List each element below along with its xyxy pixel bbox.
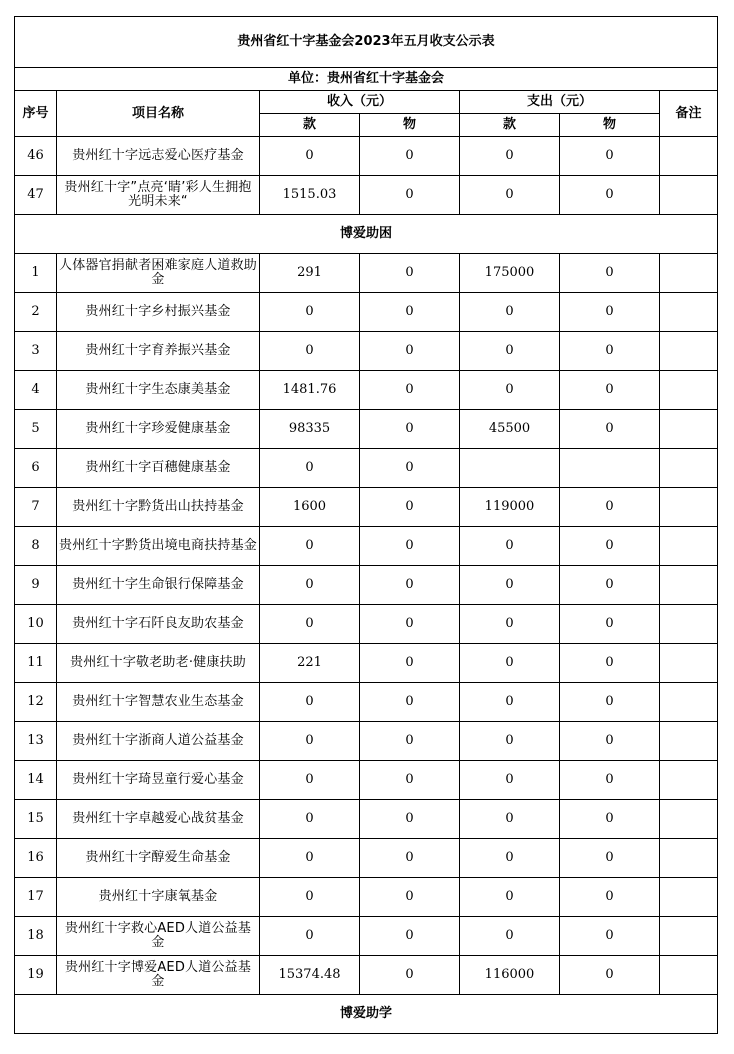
row-note	[660, 254, 718, 293]
row-expense-money: 116000	[460, 956, 560, 995]
header-income-money: 款	[260, 114, 360, 137]
row-expense-goods: 0	[560, 761, 660, 800]
row-project-name: 贵州红十字琦昱童行爱心基金	[57, 761, 260, 800]
row-income-goods: 0	[360, 761, 460, 800]
row-expense-goods: 0	[560, 527, 660, 566]
row-income-goods: 0	[360, 917, 460, 956]
table-row	[15, 800, 718, 839]
report-sheet	[14, 16, 718, 1034]
table-row	[15, 449, 718, 488]
row-project-name: 贵州红十字黔货出境电商扶持基金	[57, 527, 260, 566]
row-project-name: 贵州红十字敬老助老·健康扶助	[57, 644, 260, 683]
header-income-goods: 物	[360, 114, 460, 137]
row-expense-goods: 0	[560, 566, 660, 605]
row-note	[660, 605, 718, 644]
header-project-name: 项目名称	[57, 91, 260, 137]
row-project-name: 贵州红十字珍爱健康基金	[57, 410, 260, 449]
row-seq: 16	[15, 839, 57, 878]
row-expense-money: 45500	[460, 410, 560, 449]
row-note	[660, 956, 718, 995]
row-expense-goods: 0	[560, 254, 660, 293]
header-expense: 支出（元）	[460, 91, 660, 114]
table-row	[15, 761, 718, 800]
row-income-goods: 0	[360, 332, 460, 371]
row-income-goods: 0	[360, 956, 460, 995]
row-project-name: 贵州红十字黔货出山扶持基金	[57, 488, 260, 527]
row-income-goods: 0	[360, 371, 460, 410]
row-note	[660, 839, 718, 878]
table-row	[15, 527, 718, 566]
row-expense-goods: 0	[560, 293, 660, 332]
row-note	[660, 449, 718, 488]
row-income-goods: 0	[360, 527, 460, 566]
row-income-money: 291	[260, 254, 360, 293]
row-expense-money: 0	[460, 137, 560, 176]
row-seq: 9	[15, 566, 57, 605]
row-expense-goods: 0	[560, 371, 660, 410]
row-seq: 3	[15, 332, 57, 371]
unit-label: 单位：贵州省红十字基金会	[15, 68, 718, 91]
row-income-goods: 0	[360, 410, 460, 449]
row-note	[660, 800, 718, 839]
row-expense-money: 0	[460, 917, 560, 956]
table-row	[15, 410, 718, 449]
row-income-money: 0	[260, 332, 360, 371]
row-project-name: 贵州红十字康氧基金	[57, 878, 260, 917]
row-note	[660, 566, 718, 605]
row-note	[660, 293, 718, 332]
table-row	[15, 722, 718, 761]
row-expense-money: 0	[460, 566, 560, 605]
row-note	[660, 527, 718, 566]
row-project-name: 贵州红十字远志爱心医疗基金	[57, 137, 260, 176]
row-expense-money: 0	[460, 332, 560, 371]
row-expense-goods: 0	[560, 800, 660, 839]
row-income-money: 1600	[260, 488, 360, 527]
row-income-money: 0	[260, 878, 360, 917]
row-income-money: 0	[260, 839, 360, 878]
row-income-money: 1481.76	[260, 371, 360, 410]
row-expense-goods: 0	[560, 878, 660, 917]
section-heading-poverty-relief: 博爱助困	[15, 215, 718, 254]
table-row	[15, 644, 718, 683]
row-income-goods: 0	[360, 137, 460, 176]
row-income-money: 0	[260, 605, 360, 644]
row-expense-goods: 0	[560, 176, 660, 215]
row-income-money: 0	[260, 761, 360, 800]
row-seq: 17	[15, 878, 57, 917]
page-title: 贵州省红十字基金会2023年五月收支公示表	[15, 17, 718, 68]
row-project-name: 贵州红十字卓越爱心战贫基金	[57, 800, 260, 839]
row-seq: 6	[15, 449, 57, 488]
row-expense-goods: 0	[560, 917, 660, 956]
row-expense-money: 0	[460, 527, 560, 566]
row-income-money: 0	[260, 683, 360, 722]
row-income-goods: 0	[360, 566, 460, 605]
row-income-money: 221	[260, 644, 360, 683]
table-row	[15, 254, 718, 293]
row-income-goods: 0	[360, 800, 460, 839]
table-row	[15, 839, 718, 878]
row-note	[660, 410, 718, 449]
row-income-goods: 0	[360, 293, 460, 332]
row-project-name: 贵州红十字醇爱生命基金	[57, 839, 260, 878]
row-expense-money: 0	[460, 644, 560, 683]
row-expense-goods: 0	[560, 488, 660, 527]
row-income-goods: 0	[360, 644, 460, 683]
row-income-goods: 0	[360, 605, 460, 644]
row-expense-money: 0	[460, 293, 560, 332]
header-expense-goods: 物	[560, 114, 660, 137]
row-income-money: 15374.48	[260, 956, 360, 995]
header-income: 收入（元）	[260, 91, 460, 114]
row-project-name: 贵州红十字智慧农业生态基金	[57, 683, 260, 722]
row-project-name: 贵州红十字石阡良友助农基金	[57, 605, 260, 644]
row-income-goods: 0	[360, 683, 460, 722]
section-heading-education-aid: 博爱助学	[15, 995, 718, 1034]
row-income-money: 0	[260, 449, 360, 488]
row-income-money: 0	[260, 917, 360, 956]
row-expense-goods: 0	[560, 137, 660, 176]
table-row	[15, 566, 718, 605]
row-note	[660, 683, 718, 722]
row-income-goods: 0	[360, 176, 460, 215]
row-seq: 10	[15, 605, 57, 644]
header-seq: 序号	[15, 91, 57, 137]
table-row	[15, 137, 718, 176]
row-note	[660, 761, 718, 800]
row-expense-money: 119000	[460, 488, 560, 527]
row-expense-money: 0	[460, 371, 560, 410]
row-project-name: 贵州红十字生态康美基金	[57, 371, 260, 410]
row-expense-money: 0	[460, 878, 560, 917]
row-expense-goods: 0	[560, 683, 660, 722]
row-project-name: 贵州红十字浙商人道公益基金	[57, 722, 260, 761]
row-expense-money: 0	[460, 722, 560, 761]
row-project-name: 贵州红十字救心AED人道公益基金	[57, 917, 260, 956]
row-note	[660, 371, 718, 410]
finance-table	[14, 16, 718, 1034]
table-row	[15, 332, 718, 371]
row-expense-goods: 0	[560, 839, 660, 878]
row-note	[660, 176, 718, 215]
header-expense-money: 款	[460, 114, 560, 137]
table-row	[15, 293, 718, 332]
row-income-goods: 0	[360, 878, 460, 917]
row-seq: 47	[15, 176, 57, 215]
row-income-money: 0	[260, 800, 360, 839]
table-row	[15, 683, 718, 722]
row-expense-goods: 0	[560, 956, 660, 995]
row-seq: 13	[15, 722, 57, 761]
row-income-goods: 0	[360, 449, 460, 488]
row-income-money: 1515.03	[260, 176, 360, 215]
row-seq: 46	[15, 137, 57, 176]
row-income-money: 0	[260, 137, 360, 176]
table-row	[15, 371, 718, 410]
row-seq: 15	[15, 800, 57, 839]
row-seq: 11	[15, 644, 57, 683]
row-expense-money: 175000	[460, 254, 560, 293]
row-note	[660, 137, 718, 176]
row-expense-money: 0	[460, 761, 560, 800]
row-seq: 4	[15, 371, 57, 410]
header-note: 备注	[660, 91, 718, 137]
row-seq: 14	[15, 761, 57, 800]
row-income-money: 0	[260, 566, 360, 605]
row-seq: 18	[15, 917, 57, 956]
table-row	[15, 878, 718, 917]
row-note	[660, 722, 718, 761]
row-expense-money: 0	[460, 839, 560, 878]
row-note	[660, 644, 718, 683]
row-income-goods: 0	[360, 254, 460, 293]
row-expense-goods: 0	[560, 722, 660, 761]
row-expense-goods: 0	[560, 410, 660, 449]
table-row	[15, 488, 718, 527]
row-income-goods: 0	[360, 488, 460, 527]
row-expense-money	[460, 449, 560, 488]
row-seq: 19	[15, 956, 57, 995]
row-income-money: 0	[260, 293, 360, 332]
row-seq: 2	[15, 293, 57, 332]
row-project-name: 贵州红十字育养振兴基金	[57, 332, 260, 371]
row-expense-money: 0	[460, 683, 560, 722]
row-seq: 8	[15, 527, 57, 566]
row-note	[660, 878, 718, 917]
row-note	[660, 488, 718, 527]
row-project-name: 贵州红十字博爱AED人道公益基金	[57, 956, 260, 995]
table-row	[15, 176, 718, 215]
row-income-money: 0	[260, 527, 360, 566]
row-income-money: 0	[260, 722, 360, 761]
row-expense-goods: 0	[560, 605, 660, 644]
row-seq: 7	[15, 488, 57, 527]
row-seq: 12	[15, 683, 57, 722]
row-expense-goods	[560, 449, 660, 488]
row-expense-goods: 0	[560, 332, 660, 371]
row-project-name: 贵州红十字百穗健康基金	[57, 449, 260, 488]
row-income-goods: 0	[360, 722, 460, 761]
row-seq: 5	[15, 410, 57, 449]
row-income-goods: 0	[360, 839, 460, 878]
row-project-name: 人体器官捐献者困难家庭人道救助金	[57, 254, 260, 293]
row-expense-money: 0	[460, 800, 560, 839]
row-project-name: 贵州红十字”点亮‘睛’彩人生拥抱光明未来“	[57, 176, 260, 215]
row-seq: 1	[15, 254, 57, 293]
row-project-name: 贵州红十字生命银行保障基金	[57, 566, 260, 605]
row-note	[660, 332, 718, 371]
table-row	[15, 956, 718, 995]
table-row	[15, 605, 718, 644]
row-expense-money: 0	[460, 605, 560, 644]
row-project-name: 贵州红十字乡村振兴基金	[57, 293, 260, 332]
row-expense-money: 0	[460, 176, 560, 215]
row-note	[660, 917, 718, 956]
row-income-money: 98335	[260, 410, 360, 449]
row-expense-goods: 0	[560, 644, 660, 683]
table-row	[15, 917, 718, 956]
